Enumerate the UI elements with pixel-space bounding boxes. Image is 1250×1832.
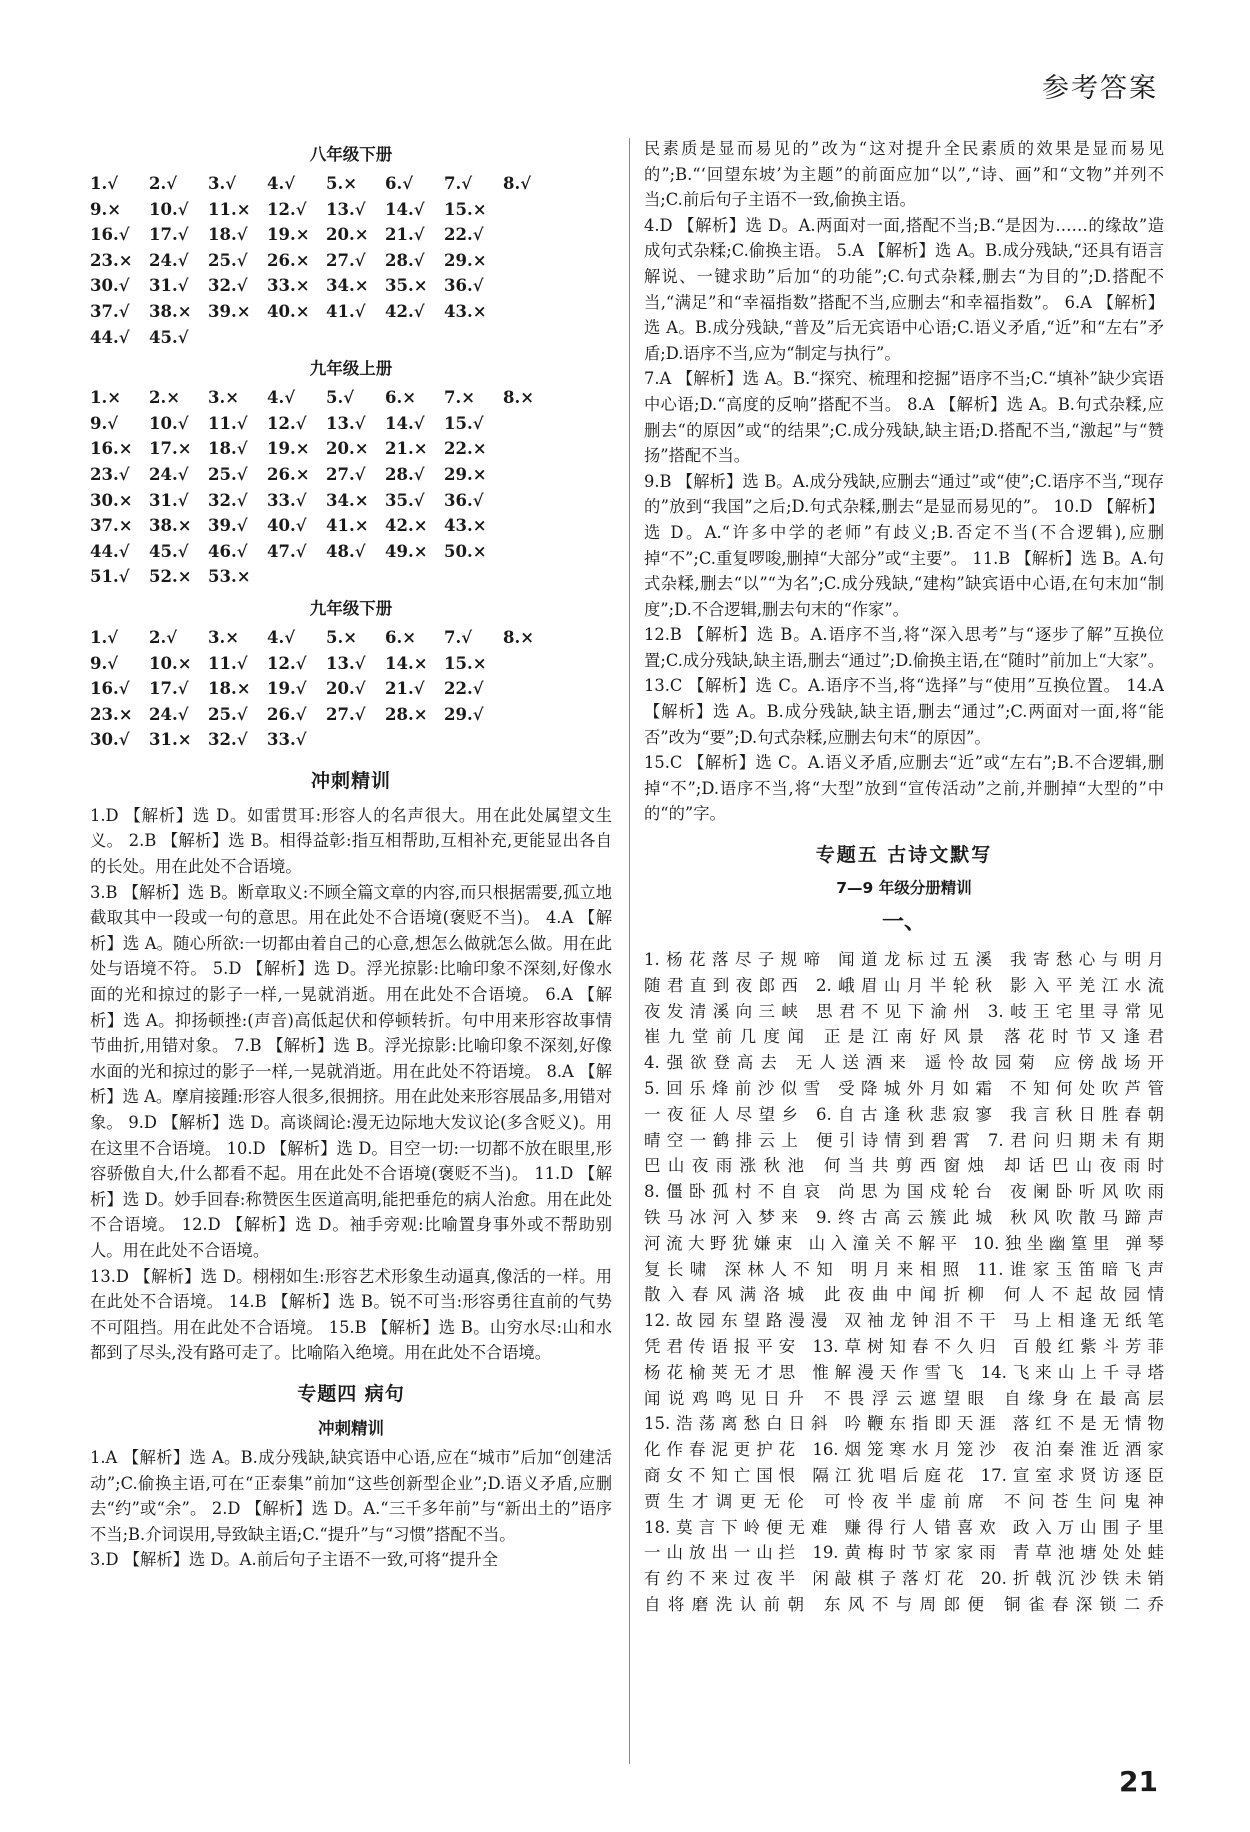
answer-row [90, 222, 612, 248]
poem-line: 杨花榆荚无才思 惟解漫天作雪飞 14.飞来山上千寻塔 [644, 1362, 1164, 1382]
answer-item: 1.√ [90, 174, 119, 193]
answer-item: 4.√ [267, 388, 296, 408]
answer-item: 7.√ [444, 174, 473, 193]
answer-item: 13.√ [326, 653, 366, 673]
answer-paragraph: 1.A 【解析】选 A。B.成分残缺,缺宾语中心语,应在“城市”后加“创建活动”;C.偷换主语,可在“正泰集”前加“这些创新型企业”;D.语义矛盾,应删去“约”或“余”。 2.D 【解析】选 D。A.“三千多年前”与“新出土的”语序不当;B.介词误用,导致缺主语;C.“提升”与“习惯”搭配不当。 [90, 1447, 612, 1544]
answer-item: 7.× [444, 388, 476, 408]
answer-item: 38.× [149, 301, 192, 321]
answer-item: 17.√ [149, 679, 189, 699]
answer-item: 11.× [208, 199, 251, 219]
answer-row [90, 625, 612, 651]
answer-item: 15.√ [444, 413, 484, 433]
answer-row [90, 564, 612, 590]
answer-item: 9.√ [90, 653, 119, 673]
poem-line: 自将磨洗认前朝 东风不与周郎便 铜雀春深锁二乔 [644, 1594, 1164, 1614]
answer-item: 32.√ [208, 730, 248, 750]
poem-line: 晴空一鹤排云上 便引诗情到碧霄 7.君问归期未有期 [644, 1130, 1164, 1150]
answer-item: 21.√ [385, 679, 425, 699]
answer-item: 31.√ [149, 276, 189, 296]
answer-item: 23.× [90, 250, 133, 270]
subheading-sprint: 冲刺精训 [318, 1418, 384, 1438]
answer-grid [90, 385, 612, 590]
answer-item: 47.√ [267, 541, 307, 561]
poem-line: 5.回乐烽前沙似雪 受降城外月如霜 不知何处吹芦管 [644, 1079, 1164, 1099]
answer-item: 10.√ [149, 199, 189, 219]
answer-row [90, 676, 612, 702]
poem-line: 夜发清溪向三峡 思君不见下渝州 3.岐王宅里寻常见 [644, 1001, 1164, 1021]
answer-row [90, 702, 612, 728]
answer-item: 41.√ [326, 301, 366, 321]
poem-line: 巴山夜雨涨秋池 何当共剪西窗烛 却话巴山夜雨时 [644, 1156, 1164, 1176]
answer-item: 29.× [444, 464, 487, 484]
answer-paragraph: 15.C 【解析】选 C。A.语义矛盾,应删去“近”或“左右”;B.不合逻辑,删掉“不”;D.语序不当,将“大型”放到“宣传活动”之前,并删掉“大型的”中的“的”字。 [644, 753, 1164, 824]
answer-item: 28.√ [385, 464, 425, 484]
answer-item: 17.√ [149, 225, 189, 245]
answer-item: 12.√ [267, 199, 307, 219]
answer-item: 10.√ [149, 413, 189, 433]
answer-item: 45.√ [149, 327, 189, 347]
answer-paragraph: 13.D 【解析】选 D。栩栩如生:形容艺术形象生动逼真,像活的一样。用在此处不合语境。 14.B 【解析】选 B。锐不可当:形容勇往直前的气势不可阻挡。用在此处不合语境。 15.B 【解析】选 B。山穷水尽:山和水都到了尽头,没有路可走了。比喻陷入绝境。用在此处不合语境。 [90, 1266, 612, 1363]
answer-item: 22.√ [444, 679, 484, 699]
answer-item: 18.√ [208, 439, 248, 459]
answer-item: 3.× [208, 388, 240, 408]
answer-item: 9.× [90, 199, 122, 219]
answer-item: 5.× [326, 174, 358, 193]
answer-item: 26.× [267, 250, 310, 270]
answer-item: 7.√ [444, 627, 473, 647]
answer-paragraph: 民素质是显而易见的”改为“这对提升全民素质的效果是显而易见的”;B.“‘回望东坡’为主题”的前面应加“以”,“诗、画”和“文物”并列不当;C.前后句子主语不一致,偷换主语。 [644, 139, 1164, 210]
answer-item: 9.√ [90, 413, 119, 433]
answer-row [90, 325, 612, 351]
answer-item: 22.√ [444, 225, 484, 245]
poem-line: 化作春泥更护花 16.烟笼寒水月笼沙 夜泊秦淮近酒家 [644, 1440, 1164, 1460]
poem-line: 一山放出一山拦 19.黄梅时节家家雨 青草池塘处处蛙 [644, 1543, 1164, 1563]
answer-item: 41.× [326, 516, 369, 536]
answer-item: 8.× [503, 388, 535, 408]
answer-item: 19.√ [267, 679, 307, 699]
answer-item: 36.√ [444, 490, 484, 510]
subheading-grade8-vol2: 八年级下册 [309, 145, 393, 164]
subheading-grade9-vol1: 九年级上册 [309, 359, 393, 379]
answer-row [90, 197, 612, 223]
answer-item: 6.× [385, 388, 417, 408]
answer-item: 23.√ [90, 464, 130, 484]
answer-grid [90, 625, 612, 753]
answer-item: 11.√ [208, 413, 248, 433]
poem-line: 15.浩荡离愁白日斜 吟鞭东指即天涯 落红不是无情物 [644, 1414, 1164, 1434]
answer-item: 46.√ [208, 541, 248, 561]
answer-item: 29.× [444, 250, 487, 270]
section-title-topic5: 专题五 古诗文默写 [815, 844, 993, 867]
answer-item: 33.× [267, 276, 310, 296]
answer-row [90, 462, 612, 488]
answer-row [90, 248, 612, 274]
answer-item: 30.× [90, 490, 133, 510]
answer-item: 35.× [385, 276, 428, 296]
answer-item: 39.× [208, 301, 251, 321]
answer-item: 32.√ [208, 490, 248, 510]
poem-line: 1.杨花落尽子规啼 闻道龙标过五溪 我寄愁心与明月 [644, 950, 1164, 970]
answer-item: 24.√ [149, 704, 189, 724]
answer-item: 40.× [267, 301, 310, 321]
answer-item: 5.× [326, 627, 358, 647]
poem-line: 贾生才调更无伦 可怜夜半虚前席 不问苍生问鬼神 [644, 1491, 1164, 1511]
answer-item: 21.√ [385, 225, 425, 245]
answer-item: 48.√ [326, 541, 366, 561]
poem-line: 闻说鸡鸣见日升 不畏浮云遮望眼 自缘身在最高层 [644, 1388, 1164, 1408]
subheading-grade9-vol2: 九年级下册 [309, 598, 393, 618]
answer-item: 26.× [267, 464, 310, 484]
answer-item: 16.× [90, 439, 133, 459]
poem-line: 凭君传语报平安 13.草树知春不久归 百般红紫斗芳菲 [644, 1336, 1164, 1356]
answer-item: 6.× [385, 627, 417, 647]
answer-item: 15.× [444, 653, 487, 673]
answer-row [90, 171, 612, 197]
answer-row [90, 436, 612, 462]
answer-item: 14.√ [385, 413, 425, 433]
answer-item: 12.√ [267, 653, 307, 673]
answer-row [90, 539, 612, 565]
answer-item: 36.√ [444, 276, 484, 296]
answer-item: 25.√ [208, 250, 248, 270]
poem-line: 随君直到夜郎西 2.峨眉山月半轮秋 影入平羌江水流 [644, 975, 1164, 995]
answer-item: 43.× [444, 516, 487, 536]
answer-item: 1.√ [90, 627, 119, 647]
column-divider [629, 138, 630, 1764]
answer-item: 30.√ [90, 276, 130, 296]
subheading-grade7-9: 7—9 年级分册精训 [836, 879, 972, 898]
answer-paragraph: 9.B 【解析】选 B。A.成分残缺,应删去“通过”或“使”;C.语序不当,“现存的”放到“我国”之后;D.句式杂糅,删去“是显而易见的”。 10.D 【解析】选 D。A.“许多中学的老师”有歧义;B.否定不当(不合逻辑),应删掉“不”;C.重复啰唆,删掉“大部分”或“主要”。 11.B 【解析】选 B。A.句式杂糅,删去“以”“为名”;C.成分残缺,“建构”缺宾语中心语,在句末加“制度”;D.不合逻辑,删去句末的“作家”。 [644, 471, 1164, 619]
answer-item: 19.× [267, 225, 310, 245]
answer-item: 8.× [503, 627, 535, 647]
answer-item: 23.× [90, 704, 133, 724]
right-column [644, 136, 1164, 1762]
answer-item: 31.× [149, 730, 192, 750]
answer-row [90, 273, 612, 299]
answer-item: 26.√ [267, 704, 307, 724]
page-number: 21 [1119, 1765, 1158, 1798]
answer-item: 33.√ [267, 730, 307, 750]
answer-item: 50.× [444, 541, 487, 561]
answer-item: 42.√ [385, 301, 425, 321]
answer-item: 45.√ [149, 541, 189, 561]
answer-item: 34.× [326, 490, 369, 510]
section-title-topic4: 专题四 病句 [297, 1382, 405, 1405]
poem-line: 崔九堂前几度闻 正是江南好风景 落花时节又逢君 [644, 1027, 1164, 1047]
answer-item: 13.√ [326, 413, 366, 433]
poem-line: 商女不知亡国恨 隔江犹唱后庭花 17.宣室求贤访逐臣 [644, 1465, 1164, 1485]
answer-item: 39.√ [208, 516, 248, 536]
answer-item: 53.× [208, 567, 251, 587]
answer-item: 33.√ [267, 490, 307, 510]
answer-item: 28.√ [385, 250, 425, 270]
answer-item: 22.× [444, 439, 487, 459]
answer-item: 5.√ [326, 388, 355, 408]
answer-item: 40.√ [267, 516, 307, 536]
answer-item: 14.× [385, 653, 428, 673]
answer-item: 2.√ [149, 174, 178, 193]
answer-item: 30.√ [90, 730, 130, 750]
answer-item: 25.√ [208, 464, 248, 484]
answer-item: 44.√ [90, 327, 130, 347]
answer-row [90, 299, 612, 325]
answer-item: 44.√ [90, 541, 130, 561]
answer-item: 28.× [385, 704, 428, 724]
answer-item: 20.√ [326, 679, 366, 699]
answer-item: 17.× [149, 439, 192, 459]
answer-item: 2.× [149, 388, 181, 408]
answer-item: 19.× [267, 439, 310, 459]
answer-item: 20.× [326, 439, 369, 459]
answer-paragraph: 4.D 【解析】选 D。A.两面对一面,搭配不当;B.“是因为……的缘故”造成句式杂糅;C.偷换主语。 5.A 【解析】选 A。B.成分残缺,“还具有语言解说、一键求助”后加“的功能”;C.句式杂糅,删去“为目的”;D.搭配不当,“满足”和“幸福指数”搭配不当,应删去“和幸福指数”。 6.A 【解析】选 A。B.成分残缺,“普及”后无宾语中心语;C.语义矛盾,“近”和“左右”矛盾;D.语序不当,应为“制定与执行”。 [644, 215, 1164, 363]
poem-line: 8.僵卧孤村不自哀 尚思为国戍轮台 夜阑卧听风吹雨 [644, 1182, 1164, 1202]
answer-item: 35.√ [385, 490, 425, 510]
answer-item: 4.√ [267, 174, 296, 193]
answer-row [90, 727, 612, 753]
answer-item: 21.× [385, 439, 428, 459]
poem-line: 4.强欲登高去 无人送酒来 遥怜故园菊 应傍战场开 [644, 1053, 1164, 1073]
answer-item: 32.√ [208, 276, 248, 296]
answer-item: 38.× [149, 516, 192, 536]
answer-row [90, 488, 612, 514]
poem-line: 一夜征人尽望乡 6.自古逢秋悲寂寥 我言秋日胜春朝 [644, 1104, 1164, 1124]
answer-item: 51.√ [90, 567, 130, 587]
answer-item: 13.√ [326, 199, 366, 219]
answer-item: 27.√ [326, 464, 366, 484]
answer-item: 27.√ [326, 704, 366, 724]
answer-paragraph: 3.B 【解析】选 B。断章取义:不顾全篇文章的内容,而只根据需要,孤立地截取其中一段或一句的意思。用在此处不合语境(褒贬不当)。 4.A 【解析】选 A。随心所欲:一切都由着自己的心意,想怎么做就怎么做。用在此处与语境不符。 5.D 【解析】选 D。浮光掠影:比喻印象不深刻,好像水面的光和掠过的影子一样,一晃就消逝。用在此处不合语境。 6.A 【解析】选 A。抑扬顿挫:(声音)高低起伏和停顿转折。句中用来形容故事情节曲折,用错对象。 7.B 【解析】选 B。浮光掠影:比喻印象不深刻,好像水面的光和掠过的影子一样,一晃就消逝。用在此处不符语境。 8.A 【解析】选 A。摩肩接踵:形容人很多,很拥挤。用在此处来形容展品多,用错对象。 9.D 【解析】选 D。高谈阔论:漫无边际地大发议论(多含贬义)。用在这里不合语境。 10.D 【解析】选 D。目空一切:一切都不放在眼里,形容骄傲自大,什么都看不起。用在此处不合语境(褒贬不当)。 11.D 【解析】选 D。妙手回春:称赞医生医道高明,能把垂危的病人治愈。用在此处不合语境。 12.D 【解析】选 D。袖手旁观:比喻置身事外或不帮助别人。用在此处不合语境。 [90, 882, 612, 1260]
answer-grid [90, 171, 612, 350]
section-title-sprint: 冲刺精训 [310, 769, 391, 792]
poem-answer-list [644, 947, 1164, 1618]
poem-line: 散入春风满洛城 此夜曲中闻折柳 何人不起故园情 [644, 1285, 1164, 1305]
answer-item: 27.√ [326, 250, 366, 270]
poem-line: 有约不来过夜半 闲敲棋子落灯花 20.折戟沉沙铁未销 [644, 1569, 1164, 1589]
answer-row [90, 651, 612, 677]
answer-paragraph: 7.A 【解析】选 A。B.“探究、梳理和挖掘”语序不当;C.“填补”缺少宾语中心语;D.“高度的反响”搭配不当。 8.A 【解析】选 A。B.句式杂糅,应删去“的原因”或“的结果”;C.成分残缺,缺主语;D.搭配不当,“激起”与“赞扬”搭配不当。 [644, 369, 1164, 466]
answer-item: 15.× [444, 199, 487, 219]
answer-item: 16.√ [90, 679, 130, 699]
answer-item: 20.× [326, 225, 369, 245]
answer-item: 18.× [208, 679, 251, 699]
answer-item: 49.× [385, 541, 428, 561]
poem-line: 河流大野犹嫌束 山入潼关不解平 10.独坐幽篁里 弹琴 [644, 1233, 1164, 1253]
answer-item: 31.√ [149, 490, 189, 510]
answer-item: 25.√ [208, 704, 248, 724]
answer-item: 37.√ [90, 301, 130, 321]
answer-item: 2.√ [149, 627, 178, 647]
answer-row [90, 385, 612, 411]
answer-item: 43.× [444, 301, 487, 321]
answer-item: 34.× [326, 276, 369, 296]
answer-item: 37.× [90, 516, 133, 536]
answer-item: 29.√ [444, 704, 484, 724]
left-column [90, 136, 612, 1762]
answer-item: 6.√ [385, 174, 414, 193]
answer-item: 42.× [385, 516, 428, 536]
ordinal-heading: 一、 [881, 910, 926, 936]
answer-item: 52.× [149, 567, 192, 587]
answer-paragraph: 3.D 【解析】选 D。A.前后句子主语不一致,可将“提升全 [90, 1550, 499, 1570]
answer-item: 12.√ [267, 413, 307, 433]
answer-item: 24.√ [149, 250, 189, 270]
answer-paragraph: 1.D 【解析】选 D。如雷贯耳:形容人的名声很大。用在此处属望文生义。 2.B 【解析】选 B。相得益彰:指互相帮助,互相补充,更能显出各自的长处。用在此处不合语境。 [90, 805, 612, 877]
poem-line: 铁马冰河入梦来 9.终古高云簇此城 秋风吹散马蹄声 [644, 1208, 1164, 1227]
answer-row [90, 513, 612, 539]
answer-row [90, 411, 612, 437]
answer-item: 1.× [90, 388, 122, 408]
header-title: 参考答案 [1042, 73, 1158, 104]
answer-item: 14.√ [385, 199, 425, 219]
poem-line: 复长啸 深林人不知 明月来相照 11.谁家玉笛暗飞声 [644, 1259, 1164, 1279]
answer-paragraph: 12.B 【解析】选 B。A.语序不当,将“深入思考”与“逐步了解”互换位置;C.成分残缺,缺主语,删去“通过”;D.偷换主语,在“随时”前加上“大家”。 13.C 【解析】选 C。A.语序不当,将“选择”与“使用”互换位置。 14.A 【解析】选 A。B.成分残缺,缺主语,删去“通过”;C.两面对一面,将“能否”改为“要”;D.句式杂糅,应删去句末“的原因”。 [644, 625, 1164, 747]
answer-item: 24.√ [149, 464, 189, 484]
answer-item: 3.× [208, 627, 240, 647]
answer-item: 11.√ [208, 653, 248, 673]
answer-item: 18.√ [208, 225, 248, 245]
answer-item: 10.× [149, 653, 192, 673]
answer-item: 16.√ [90, 225, 130, 245]
poem-line: 12.故园东望路漫漫 双袖龙钟泪不干 马上相逢无纸笔 [644, 1311, 1164, 1331]
answer-item: 4.√ [267, 627, 296, 647]
poem-line: 18.莫言下岭便无难 赚得行人错喜欢 政入万山围子里 [644, 1517, 1164, 1537]
answer-item: 8.√ [503, 174, 532, 193]
answer-item: 3.√ [208, 174, 237, 193]
